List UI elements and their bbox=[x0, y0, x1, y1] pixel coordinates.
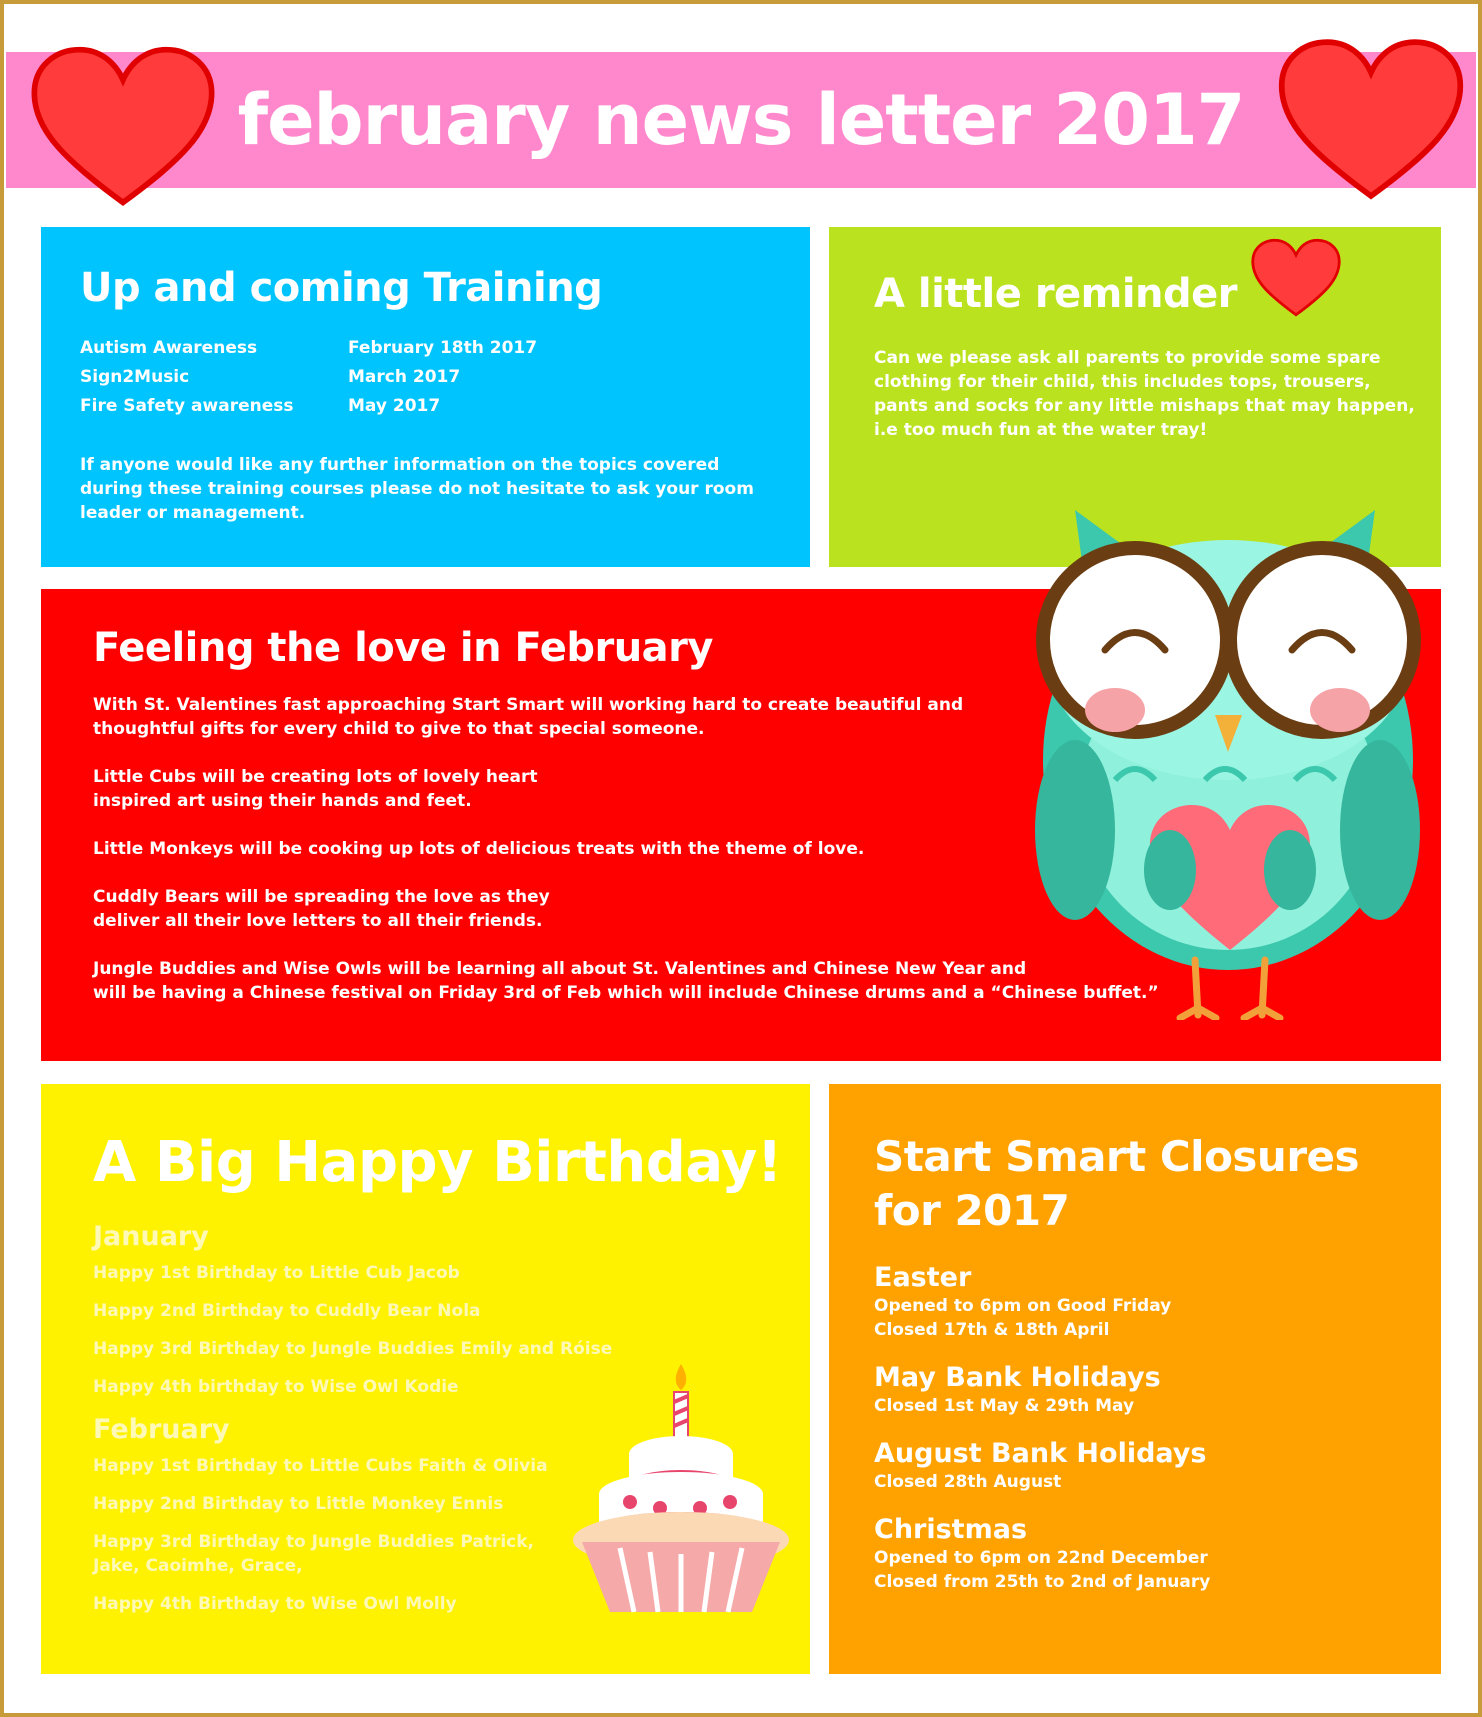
closures-heading bbox=[874, 1130, 1359, 1238]
birthday-heading: A Big Happy Birthday! bbox=[93, 1130, 782, 1195]
love-line: Jungle Buddies and Wise Owls will be learning all about St. Valentines and Chinese New Year and bbox=[93, 959, 1027, 979]
training-note-line: If anyone would like any further information on the topics covered bbox=[80, 455, 720, 475]
owl-illustration bbox=[1020, 470, 1440, 1020]
closure-title: August Bank Holidays bbox=[874, 1438, 1207, 1469]
reminder-heading: A little reminder bbox=[874, 271, 1238, 317]
closure-line: Closed 28th August bbox=[874, 1472, 1062, 1492]
closure-line: Closed 17th & 18th April bbox=[874, 1320, 1110, 1340]
love-line: With St. Valentines fast approaching Start Smart will working hard to create beautiful and bbox=[93, 695, 964, 715]
course-name: Sign2Music bbox=[80, 367, 190, 387]
training-course-row bbox=[80, 365, 537, 389]
reminder-line: clothing for their child, this includes tops, trousers, bbox=[874, 372, 1371, 392]
course-date: May 2017 bbox=[348, 396, 441, 416]
birthday-entry: Happy 4th birthday to Wise Owl Kodie bbox=[93, 1377, 459, 1397]
closures-list bbox=[874, 1262, 1210, 1594]
course-name: Autism Awareness bbox=[80, 338, 258, 358]
love-line: thoughtful gifts for every child to give to that special someone. bbox=[93, 719, 705, 739]
page-title: february news letter 2017 bbox=[237, 79, 1245, 161]
closures-heading-line: for 2017 bbox=[874, 1186, 1070, 1235]
love-paragraphs bbox=[93, 693, 1159, 1005]
closure-title: Christmas bbox=[874, 1514, 1028, 1545]
birthday-entry: Jake, Caoimhe, Grace, bbox=[93, 1556, 303, 1576]
course-date: March 2017 bbox=[348, 367, 461, 387]
training-course-list bbox=[80, 336, 537, 418]
closure-line: Closed 1st May & 29th May bbox=[874, 1396, 1135, 1416]
training-heading: Up and coming Training bbox=[80, 265, 603, 311]
reminder-line: i.e too much fun at the water tray! bbox=[874, 420, 1208, 440]
training-note-line: leader or management. bbox=[80, 503, 306, 523]
love-line: deliver all their love letters to all their friends. bbox=[93, 911, 543, 931]
training-note bbox=[80, 453, 754, 525]
closure-title: Easter bbox=[874, 1262, 972, 1293]
closures-heading-line: Start Smart Closures bbox=[874, 1132, 1360, 1181]
birthday-entry: Happy 2nd Birthday to Cuddly Bear Nola bbox=[93, 1301, 481, 1321]
training-course-row bbox=[80, 336, 537, 360]
course-date: February 18th 2017 bbox=[348, 338, 538, 358]
closure-title: May Bank Holidays bbox=[874, 1362, 1161, 1393]
birthday-entry: Happy 3rd Birthday to Jungle Buddies Emily and Róise bbox=[93, 1339, 613, 1359]
birthday-entry: Happy 3rd Birthday to Jungle Buddies Patrick, bbox=[93, 1532, 534, 1552]
love-line: inspired art using their hands and feet. bbox=[93, 791, 472, 811]
reminder-text bbox=[874, 346, 1415, 442]
love-line: Little Monkeys will be cooking up lots of delicious treats with the theme of love. bbox=[93, 839, 865, 859]
love-line: Little Cubs will be creating lots of lovely heart bbox=[93, 767, 538, 787]
heart-icon-small bbox=[1250, 232, 1342, 324]
heart-icon-left bbox=[28, 44, 218, 210]
birthday-entry: Happy 1st Birthday to Little Cub Jacob bbox=[93, 1263, 460, 1283]
love-line: will be having a Chinese festival on Friday 3rd of Feb which will include Chinese drums and a “Chinese buffet.” bbox=[93, 983, 1159, 1003]
closure-line: Opened to 6pm on 22nd December bbox=[874, 1548, 1208, 1568]
training-course-row bbox=[80, 394, 537, 418]
love-heading: Feeling the love in February bbox=[93, 625, 713, 671]
birthday-list bbox=[93, 1220, 612, 1616]
birthday-month: February bbox=[93, 1414, 230, 1445]
birthday-cake-illustration bbox=[570, 1362, 795, 1622]
birthday-entry: Happy 2nd Birthday to Little Monkey Ennis bbox=[93, 1494, 504, 1514]
birthday-entry: Happy 4th Birthday to Wise Owl Molly bbox=[93, 1594, 457, 1614]
birthday-month: January bbox=[93, 1221, 209, 1252]
birthday-entry: Happy 1st Birthday to Little Cubs Faith & Olivia bbox=[93, 1456, 548, 1476]
heart-icon-right bbox=[1276, 34, 1466, 206]
reminder-line: Can we please ask all parents to provide some spare bbox=[874, 348, 1381, 368]
closure-line: Opened to 6pm on Good Friday bbox=[874, 1296, 1172, 1316]
training-note-line: during these training courses please do not hesitate to ask your room bbox=[80, 479, 754, 499]
course-name: Fire Safety awareness bbox=[80, 396, 294, 416]
closure-line: Closed from 25th to 2nd of January bbox=[874, 1572, 1211, 1592]
love-line: Cuddly Bears will be spreading the love as they bbox=[93, 887, 550, 907]
reminder-line: pants and socks for any little mishaps that may happen, bbox=[874, 396, 1415, 416]
